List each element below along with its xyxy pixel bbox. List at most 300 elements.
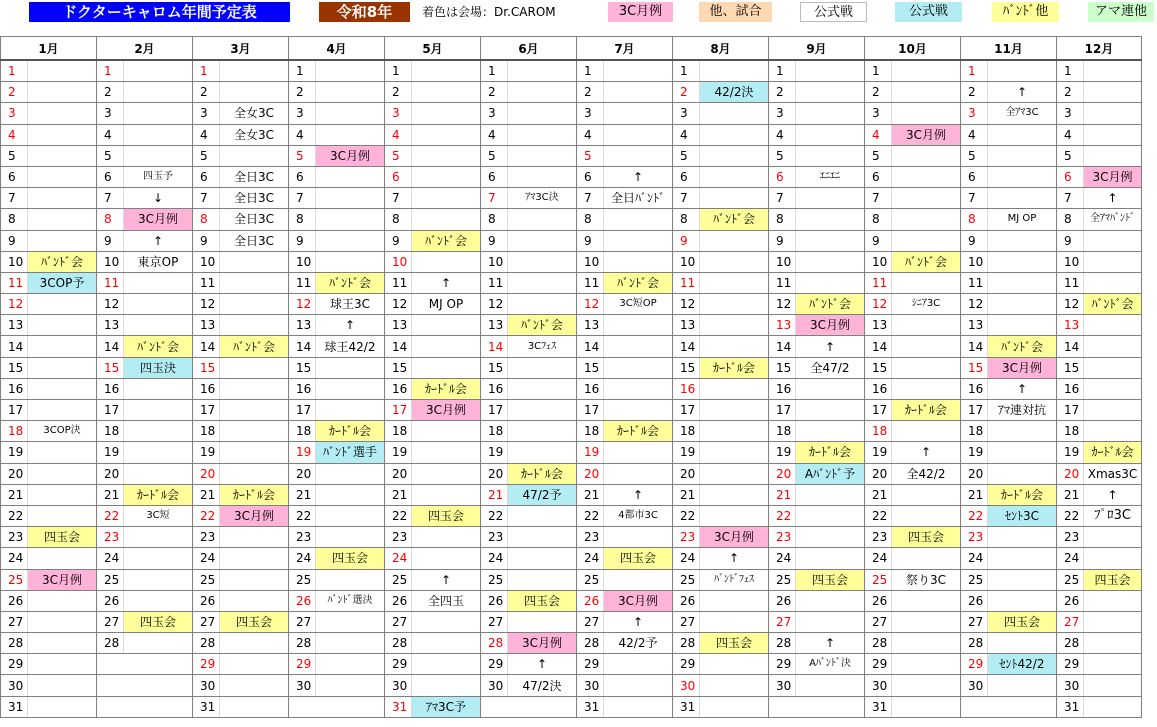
- day-number: 15: [769, 357, 796, 378]
- event-cell: 42/2決: [700, 82, 769, 103]
- event-cell: [700, 675, 769, 696]
- day-number: 28: [385, 633, 412, 654]
- legend-official-plain: 公式戦: [800, 2, 867, 22]
- legend-monthly: 3C月例: [608, 2, 673, 22]
- day-number: 21: [193, 484, 220, 505]
- day-number: 29: [865, 654, 892, 675]
- day-number: 4: [1, 124, 28, 145]
- event-cell: 3C月例: [28, 569, 97, 590]
- event-cell: ﾌﾟﾛ3C: [1084, 505, 1142, 526]
- day-number: 28: [481, 633, 508, 654]
- event-cell: [604, 357, 673, 378]
- event-cell: ﾊﾞﾝﾄﾞ会: [796, 294, 865, 315]
- day-number: 24: [385, 548, 412, 569]
- event-cell: [892, 633, 961, 654]
- event-cell: 四玉会: [124, 611, 193, 632]
- day-number: 17: [1057, 400, 1084, 421]
- day-number: 16: [1, 378, 28, 399]
- day-number: 30: [1057, 675, 1084, 696]
- event-cell: [1084, 675, 1142, 696]
- day-number: 14: [865, 336, 892, 357]
- event-cell: [604, 124, 673, 145]
- event-cell: 全42/2: [892, 463, 961, 484]
- event-cell: ↑: [316, 315, 385, 336]
- day-number: 20: [1, 463, 28, 484]
- empty-cell: [124, 696, 193, 717]
- event-cell: [316, 166, 385, 187]
- event-cell: [508, 145, 577, 166]
- day-number: 27: [481, 611, 508, 632]
- event-cell: [892, 675, 961, 696]
- event-cell: [220, 272, 289, 293]
- day-number: 12: [289, 294, 316, 315]
- day-number: 27: [1057, 611, 1084, 632]
- day-number: 20: [97, 463, 124, 484]
- day-number: 14: [961, 336, 988, 357]
- day-number: 1: [97, 60, 124, 82]
- day-row: [1, 633, 1142, 654]
- event-cell: [604, 378, 673, 399]
- day-number: 26: [577, 590, 604, 611]
- day-row: [1, 82, 1142, 103]
- day-number: 9: [385, 230, 412, 251]
- event-cell: [508, 124, 577, 145]
- day-number: 6: [1057, 166, 1084, 187]
- event-cell: Xmas3C: [1084, 463, 1142, 484]
- legend-other-match: 他、試合: [699, 2, 772, 22]
- day-number: 8: [1, 209, 28, 230]
- event-cell: ｱﾏ連対抗: [988, 400, 1057, 421]
- event-cell: MJ OP: [412, 294, 481, 315]
- day-number: 4: [481, 124, 508, 145]
- event-cell: [124, 145, 193, 166]
- day-number: 1: [865, 60, 892, 82]
- event-cell: ｱﾏ3C予: [412, 696, 481, 717]
- day-number: 19: [97, 442, 124, 463]
- event-cell: [700, 166, 769, 187]
- day-number: 22: [289, 505, 316, 526]
- event-cell: [412, 654, 481, 675]
- day-number: 19: [673, 442, 700, 463]
- day-number: 16: [289, 378, 316, 399]
- day-number: 4: [1057, 124, 1084, 145]
- day-number: 18: [577, 421, 604, 442]
- day-row: [1, 590, 1142, 611]
- day-number: 2: [481, 82, 508, 103]
- event-cell: [892, 421, 961, 442]
- day-number: 27: [673, 611, 700, 632]
- empty-cell: [988, 696, 1057, 717]
- event-cell: [508, 82, 577, 103]
- event-cell: [796, 505, 865, 526]
- event-cell: [892, 145, 961, 166]
- day-number: 10: [481, 251, 508, 272]
- event-cell: [796, 82, 865, 103]
- day-number: 5: [481, 145, 508, 166]
- day-number: 13: [961, 315, 988, 336]
- event-cell: [1084, 124, 1142, 145]
- day-number: 7: [577, 188, 604, 209]
- event-cell: ｶｰﾄﾞﾙ会: [412, 378, 481, 399]
- day-number: 10: [97, 251, 124, 272]
- event-cell: [28, 294, 97, 315]
- day-number: 1: [673, 60, 700, 82]
- event-cell: ↑: [988, 378, 1057, 399]
- event-cell: [412, 357, 481, 378]
- event-cell: [508, 294, 577, 315]
- day-number: 11: [481, 272, 508, 293]
- event-cell: [700, 315, 769, 336]
- event-cell: [796, 675, 865, 696]
- day-number: 4: [673, 124, 700, 145]
- event-cell: 四玉会: [316, 548, 385, 569]
- day-row: [1, 209, 1142, 230]
- day-number: 9: [289, 230, 316, 251]
- day-number: 3: [1, 103, 28, 124]
- event-cell: [316, 230, 385, 251]
- day-number: 10: [577, 251, 604, 272]
- event-cell: [988, 315, 1057, 336]
- day-number: 29: [289, 654, 316, 675]
- event-cell: [700, 463, 769, 484]
- day-number: 22: [97, 505, 124, 526]
- day-number: 18: [289, 421, 316, 442]
- event-cell: [316, 505, 385, 526]
- event-cell: [316, 463, 385, 484]
- day-number: 11: [961, 272, 988, 293]
- day-number: 23: [673, 527, 700, 548]
- day-number: 30: [865, 675, 892, 696]
- day-row: [1, 484, 1142, 505]
- event-cell: [892, 166, 961, 187]
- event-cell: [988, 166, 1057, 187]
- month-header-9: 9月: [769, 37, 865, 61]
- event-cell: [988, 548, 1057, 569]
- day-number: 12: [961, 294, 988, 315]
- day-number: 3: [1057, 103, 1084, 124]
- event-cell: [508, 357, 577, 378]
- day-number: 10: [961, 251, 988, 272]
- day-number: 3: [385, 103, 412, 124]
- event-cell: [124, 103, 193, 124]
- day-number: 5: [193, 145, 220, 166]
- day-number: 9: [481, 230, 508, 251]
- schedule-title: ドクターキャロム年間予定表: [29, 2, 290, 22]
- day-number: 2: [865, 82, 892, 103]
- day-number: 29: [769, 654, 796, 675]
- event-cell: [316, 633, 385, 654]
- event-cell: [604, 675, 673, 696]
- day-number: 13: [289, 315, 316, 336]
- event-cell: [604, 103, 673, 124]
- event-cell: [1084, 145, 1142, 166]
- day-number: 7: [1, 188, 28, 209]
- event-cell: ↑: [796, 633, 865, 654]
- day-number: 24: [97, 548, 124, 569]
- day-number: 9: [961, 230, 988, 251]
- day-number: 31: [865, 696, 892, 717]
- month-header-11: 11月: [961, 37, 1057, 61]
- event-cell: [28, 505, 97, 526]
- day-number: 17: [289, 400, 316, 421]
- day-number: 5: [289, 145, 316, 166]
- day-number: 25: [481, 569, 508, 590]
- day-row: [1, 505, 1142, 526]
- day-number: 19: [769, 442, 796, 463]
- event-cell: [28, 357, 97, 378]
- day-row: [1, 654, 1142, 675]
- month-header-7: 7月: [577, 37, 673, 61]
- day-number: 26: [673, 590, 700, 611]
- header: [0, 0, 1157, 36]
- event-cell: [604, 251, 673, 272]
- day-number: 23: [193, 527, 220, 548]
- event-cell: [604, 315, 673, 336]
- day-number: 20: [193, 463, 220, 484]
- day-number: 18: [1057, 421, 1084, 442]
- event-cell: 全日3C: [220, 209, 289, 230]
- day-number: 11: [193, 272, 220, 293]
- event-cell: [28, 230, 97, 251]
- event-cell: ｶｰﾄﾞﾙ会: [988, 484, 1057, 505]
- event-cell: [892, 378, 961, 399]
- day-number: 19: [481, 442, 508, 463]
- day-number: 5: [1, 145, 28, 166]
- event-cell: 3C月例: [1084, 166, 1142, 187]
- day-number: 11: [865, 272, 892, 293]
- day-number: 9: [769, 230, 796, 251]
- event-cell: [700, 505, 769, 526]
- day-number: 28: [961, 633, 988, 654]
- event-cell: [316, 527, 385, 548]
- event-cell: 全ｱﾏ3C: [988, 103, 1057, 124]
- day-number: 8: [385, 209, 412, 230]
- event-cell: [28, 611, 97, 632]
- event-cell: [988, 569, 1057, 590]
- event-cell: [892, 696, 961, 717]
- event-cell: [1084, 378, 1142, 399]
- day-number: 19: [1057, 442, 1084, 463]
- event-cell: [892, 103, 961, 124]
- day-number: 21: [1057, 484, 1084, 505]
- day-number: 19: [577, 442, 604, 463]
- event-cell: [412, 484, 481, 505]
- day-number: 13: [865, 315, 892, 336]
- day-number: 22: [769, 505, 796, 526]
- day-number: 7: [673, 188, 700, 209]
- day-number: 3: [289, 103, 316, 124]
- day-number: 9: [865, 230, 892, 251]
- event-cell: [124, 82, 193, 103]
- event-cell: [604, 569, 673, 590]
- day-number: 24: [673, 548, 700, 569]
- event-cell: [700, 421, 769, 442]
- event-cell: [700, 124, 769, 145]
- day-number: 8: [1057, 209, 1084, 230]
- event-cell: [124, 378, 193, 399]
- day-number: 20: [289, 463, 316, 484]
- event-cell: [1084, 103, 1142, 124]
- event-cell: ｶｰﾄﾞﾙ会: [508, 463, 577, 484]
- event-cell: [508, 421, 577, 442]
- day-number: 3: [193, 103, 220, 124]
- day-number: 15: [1057, 357, 1084, 378]
- event-cell: [604, 336, 673, 357]
- event-cell: ↓: [124, 188, 193, 209]
- day-number: 28: [193, 633, 220, 654]
- day-number: 10: [865, 251, 892, 272]
- day-number: 22: [961, 505, 988, 526]
- event-cell: [316, 569, 385, 590]
- event-cell: [316, 357, 385, 378]
- day-number: 21: [1, 484, 28, 505]
- day-number: 12: [577, 294, 604, 315]
- day-number: 21: [577, 484, 604, 505]
- day-number: 25: [577, 569, 604, 590]
- event-cell: [988, 463, 1057, 484]
- day-number: 5: [769, 145, 796, 166]
- event-cell: ﾊﾞﾝﾄﾞ会: [892, 251, 961, 272]
- event-cell: [1084, 654, 1142, 675]
- month-header-3: 3月: [193, 37, 289, 61]
- event-cell: [700, 484, 769, 505]
- day-row: [1, 230, 1142, 251]
- day-number: 14: [385, 336, 412, 357]
- event-cell: 3C月例: [220, 505, 289, 526]
- event-cell: [508, 548, 577, 569]
- event-cell: ｶｰﾄﾞﾙ会: [124, 484, 193, 505]
- legend-ama: アマ連他: [1088, 2, 1154, 22]
- event-cell: [1084, 400, 1142, 421]
- day-number: 12: [673, 294, 700, 315]
- day-number: 4: [97, 124, 124, 145]
- event-cell: [700, 696, 769, 717]
- event-cell: ｶｰﾄﾞﾙ会: [700, 357, 769, 378]
- day-row: [1, 251, 1142, 272]
- day-row: [1, 294, 1142, 315]
- day-number: 30: [289, 675, 316, 696]
- event-cell: [412, 675, 481, 696]
- day-number: 16: [97, 378, 124, 399]
- event-cell: [124, 60, 193, 82]
- event-cell: [28, 696, 97, 717]
- legend-band: ﾊﾞﾝﾄﾞ他: [992, 2, 1059, 22]
- event-cell: 祭り3C: [892, 569, 961, 590]
- event-cell: [28, 60, 97, 82]
- day-number: 8: [865, 209, 892, 230]
- event-cell: [700, 272, 769, 293]
- event-cell: ﾊﾞﾝﾄﾞ会: [124, 336, 193, 357]
- month-header-12: 12月: [1057, 37, 1142, 61]
- day-number: 18: [385, 421, 412, 442]
- event-cell: [316, 82, 385, 103]
- day-number: 28: [865, 633, 892, 654]
- day-number: 7: [385, 188, 412, 209]
- event-cell: 3C月例: [604, 590, 673, 611]
- day-number: 18: [97, 421, 124, 442]
- day-number: 10: [289, 251, 316, 272]
- day-number: 6: [673, 166, 700, 187]
- day-number: 23: [385, 527, 412, 548]
- day-number: 3: [481, 103, 508, 124]
- day-number: 25: [193, 569, 220, 590]
- day-number: 25: [865, 569, 892, 590]
- event-cell: [796, 548, 865, 569]
- day-number: 17: [865, 400, 892, 421]
- event-cell: [412, 60, 481, 82]
- event-cell: [28, 315, 97, 336]
- empty-cell: [316, 696, 385, 717]
- day-row: [1, 442, 1142, 463]
- event-cell: [508, 569, 577, 590]
- event-cell: [412, 124, 481, 145]
- event-cell: [124, 272, 193, 293]
- day-row: [1, 188, 1142, 209]
- day-number: 4: [577, 124, 604, 145]
- day-number: 21: [481, 484, 508, 505]
- event-cell: 3C月例: [796, 315, 865, 336]
- event-cell: [220, 60, 289, 82]
- day-number: 12: [193, 294, 220, 315]
- day-number: 13: [97, 315, 124, 336]
- day-number: 7: [481, 188, 508, 209]
- day-number: 16: [865, 378, 892, 399]
- event-cell: 3C月例: [892, 124, 961, 145]
- empty-cell: [481, 696, 508, 717]
- day-number: 1: [1057, 60, 1084, 82]
- event-cell: [892, 548, 961, 569]
- day-number: 26: [97, 590, 124, 611]
- day-row: [1, 421, 1142, 442]
- event-cell: [28, 145, 97, 166]
- day-number: 27: [1, 611, 28, 632]
- event-cell: [412, 145, 481, 166]
- event-cell: 全47/2: [796, 357, 865, 378]
- event-cell: [316, 400, 385, 421]
- event-cell: [700, 145, 769, 166]
- day-number: 8: [97, 209, 124, 230]
- day-number: 26: [385, 590, 412, 611]
- event-cell: [412, 209, 481, 230]
- event-cell: [700, 590, 769, 611]
- day-number: 22: [673, 505, 700, 526]
- day-number: 21: [769, 484, 796, 505]
- day-number: 25: [289, 569, 316, 590]
- empty-cell: [769, 696, 796, 717]
- day-number: 20: [577, 463, 604, 484]
- event-cell: [220, 548, 289, 569]
- event-cell: Aﾊﾞﾝﾄﾞ予: [796, 463, 865, 484]
- day-row: [1, 611, 1142, 632]
- day-number: 17: [385, 400, 412, 421]
- event-cell: [124, 527, 193, 548]
- event-cell: 四玉会: [892, 527, 961, 548]
- day-number: 11: [97, 272, 124, 293]
- day-number: 25: [385, 569, 412, 590]
- event-cell: [1084, 527, 1142, 548]
- day-number: 18: [769, 421, 796, 442]
- event-cell: [316, 675, 385, 696]
- event-cell: [28, 548, 97, 569]
- event-cell: [220, 251, 289, 272]
- event-cell: [124, 569, 193, 590]
- month-header-10: 10月: [865, 37, 961, 61]
- event-cell: ↑: [1084, 188, 1142, 209]
- event-cell: 全ｱﾏﾊﾞﾝﾄﾞ: [1084, 209, 1142, 230]
- day-number: 28: [673, 633, 700, 654]
- event-cell: [412, 315, 481, 336]
- day-number: 12: [385, 294, 412, 315]
